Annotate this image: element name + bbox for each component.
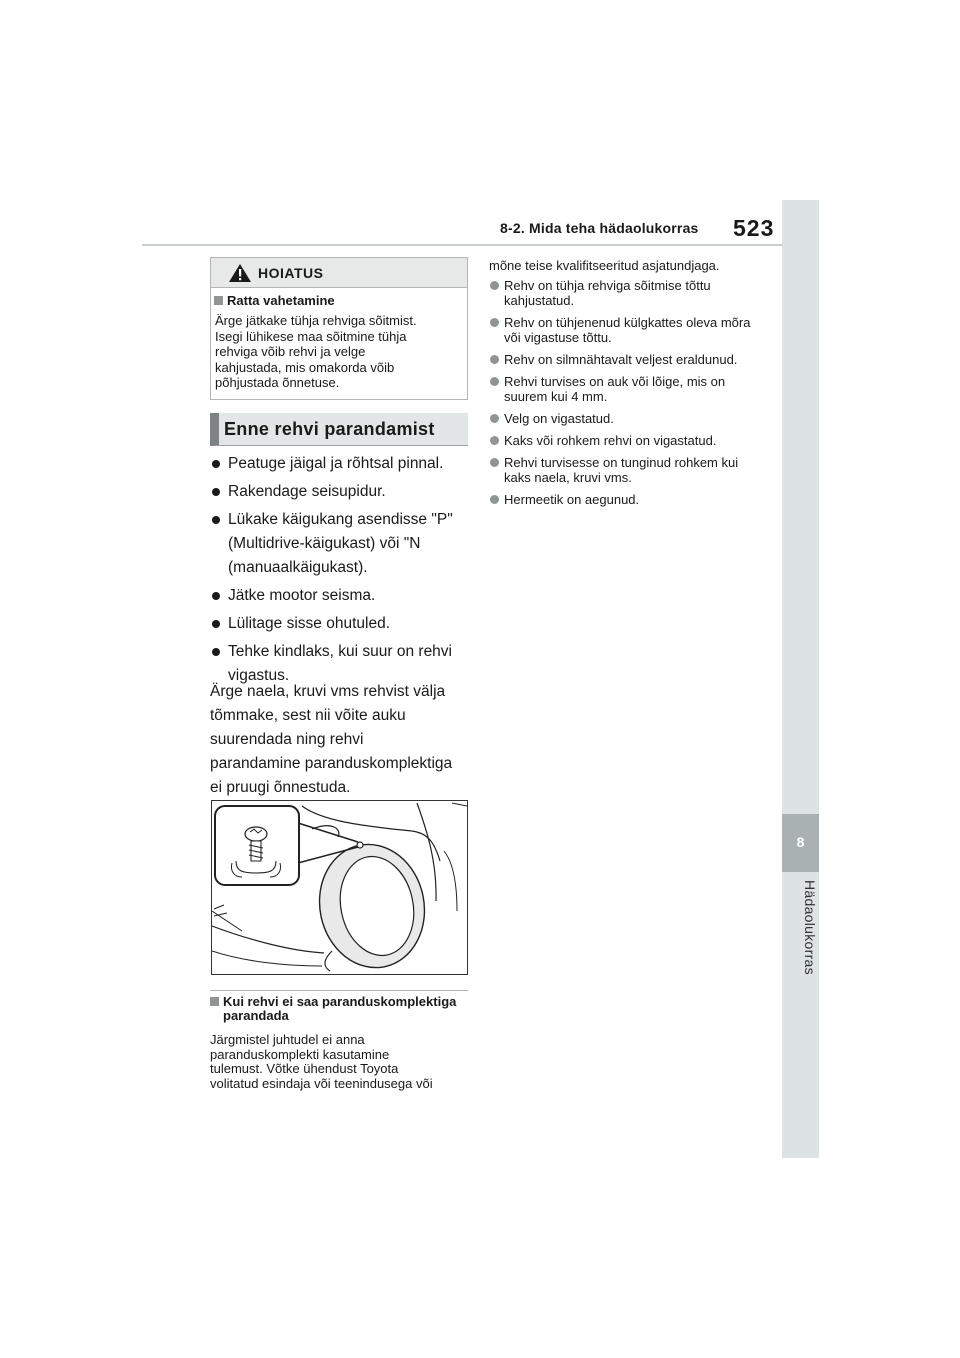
bullet-icon: [490, 281, 499, 290]
list-item: Tehke kindlaks, kui suur on rehvi vigastus.: [210, 640, 470, 688]
illustration-drawing: [212, 801, 467, 974]
list-item: Rehv on tühjenenud külgkattes oleva mõra või vigastuse tõttu.: [489, 315, 759, 345]
list-item: Velg on vigastatud.: [489, 411, 759, 426]
tire-nail-illustration: [211, 800, 468, 975]
list-item: Lülitage sisse ohutuled.: [210, 612, 470, 636]
list-item: Rehv on silmnähtavalt veljest eraldunud.: [489, 352, 759, 367]
note-body-continued: mõne teise kvalifitseeritud asjatundjaga.: [489, 258, 720, 273]
warning-triangle-icon: [228, 263, 252, 283]
bullet-icon: [490, 355, 499, 364]
bullet-icon: [212, 460, 220, 468]
square-bullet-icon: [210, 997, 219, 1006]
chapter-tab-strip: [782, 200, 819, 1158]
square-bullet-icon: [214, 296, 223, 305]
running-section-title: 8-2. Mida teha hädaolukorras: [500, 220, 699, 236]
bullet-icon: [212, 620, 220, 628]
list-item: Lükake käigukang asendisse "P" (Multidrive-käigukast) või "N (manuaalkäigukast).: [210, 508, 470, 580]
note-heading: Kui rehvi ei saa paranduskomplektiga parandada: [210, 995, 470, 1023]
list-item: Peatuge jäigal ja rõhtsal pinnal.: [210, 452, 470, 476]
section-heading: [210, 413, 468, 446]
reason-list: [489, 278, 759, 514]
warning-title: HOIATUS: [258, 265, 324, 281]
bullet-icon: [490, 377, 499, 386]
warning-box: [210, 257, 468, 400]
header-rule: [142, 244, 782, 246]
list-item: Kaks või rohkem rehvi on vigastatud.: [489, 433, 759, 448]
bullet-icon: [490, 414, 499, 423]
list-item: Jätke mootor seisma.: [210, 584, 470, 608]
list-item: Rehvi turvises on auk või lõige, mis on suurem kui 4 mm.: [489, 374, 759, 404]
list-item: Rehv on tühja rehviga sõitmise tõttu kahjustatud.: [489, 278, 759, 308]
bullet-icon: [212, 592, 220, 600]
page-number: 523: [733, 215, 775, 241]
chapter-label: Hädaolukorras: [802, 880, 818, 975]
bullet-icon: [490, 458, 499, 467]
list-item: Hermeetik on aegunud.: [489, 492, 759, 507]
list-item: Rehvi turvisesse on tunginud rohkem kui kaks naela, kruvi vms.: [489, 455, 759, 485]
section-heading-text: Enne rehvi parandamist: [224, 419, 435, 439]
caution-paragraph: Ärge naela, kruvi vms rehvist välja tõmmake, sest nii võite auku suurendada ning rehvi parandamine paranduskomplektiga ei pruugi õnnestuda.: [210, 683, 453, 796]
bullet-icon: [212, 648, 220, 656]
warning-header: [211, 258, 467, 288]
note-rule: [210, 990, 468, 991]
note-body: Järgmistel juhtudel ei anna paranduskomplekti kasutamine tulemust. Võtke ühendust Toyota volitatud esindaja või teenindusega või: [210, 1032, 433, 1091]
warning-body: Ärge jätkake tühja rehviga sõitmist. Isegi lühikese maa sõitmine tühja rehviga võib rehvi ja velge kahjustada, mis omakorda võib põhjustada õnnetuse.: [215, 313, 417, 390]
bullet-icon: [490, 495, 499, 504]
warning-subtitle: Ratta vahetamine: [214, 293, 335, 308]
list-item: Rakendage seisupidur.: [210, 480, 470, 504]
bullet-icon: [490, 436, 499, 445]
bullet-icon: [212, 516, 220, 524]
chapter-number: 8: [796, 834, 805, 850]
bullet-icon: [490, 318, 499, 327]
step-list: [210, 452, 470, 692]
bullet-icon: [212, 488, 220, 496]
